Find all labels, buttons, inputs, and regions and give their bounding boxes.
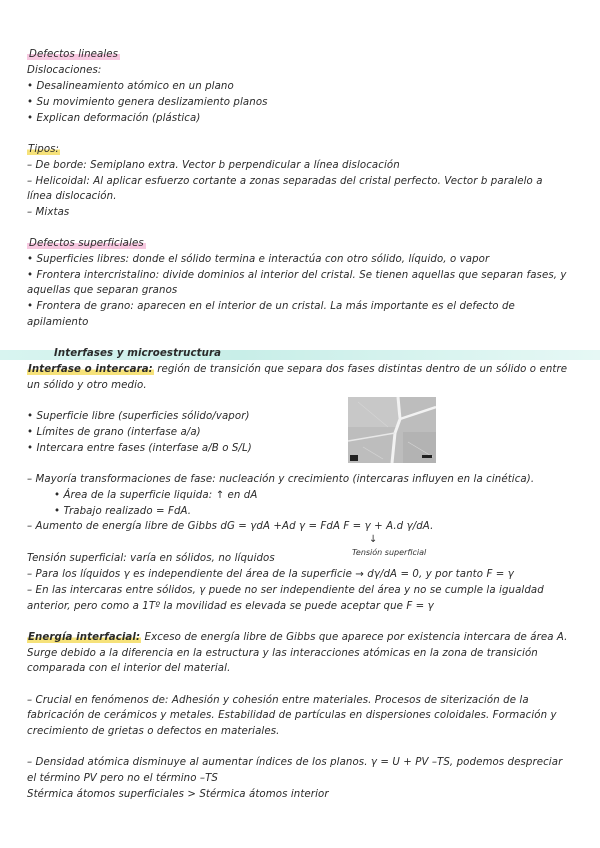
heading-dislocaciones: Dislocaciones: (27, 65, 102, 76)
bullet: • Explican deformación (plástica) (27, 113, 201, 124)
energia-line: comparada con el interior del material. (27, 663, 231, 674)
transform-line: • Área de la superficie liquida: ↑ en dA (54, 490, 258, 501)
tipo-item: línea dislocación. (27, 191, 117, 202)
heading-defectos-superficiales: Defectos superficiales (29, 238, 144, 249)
densidad-line: – Densidad atómica disminuye al aumentar índices de los planos. γ = U + PV –TS, podemos despreciar (27, 757, 563, 768)
interfase-list-item: • Límites de grano (interfase a/a) (27, 427, 201, 438)
tension-line: Tensión superficial: varía en sólidos, no líquidos (27, 553, 275, 564)
crucial-line: crecimiento de grietas o defectos en materiales. (27, 726, 280, 737)
micrograph-illustration (348, 397, 436, 463)
heading-defectos-lineales: Defectos lineales (29, 49, 119, 60)
superficial-line: apilamiento (27, 317, 89, 328)
superficial-line: • Frontera de grano: aparecen en el interior de un cristal. La más importante es el defecto de (27, 301, 515, 312)
transform-line: • Trabajo realizado = FdA. (54, 506, 192, 517)
heading-tipos: Tipos: (28, 144, 60, 155)
interfase-definition-cont: un sólido y otro medio. (27, 380, 147, 391)
term-interfase: Interfase o intercara: (28, 364, 153, 375)
interfase-list-item: • Intercara entre fases (interfase a/B o S/L) (27, 443, 252, 454)
transform-line: – Aumento de energía libre de Gibbs dG = γdA +Ad γ = FdA F = γ + A.d γ/dA. (27, 521, 434, 532)
superficial-line: • Superficies libres: donde el sólido termina e interactúa con otro sólido, líquido, o vapor (27, 254, 490, 265)
superficial-line: aquellas que separan granos (27, 285, 178, 296)
micrograph-image (348, 397, 436, 463)
tipo-item: – Helicoidal: Al aplicar esfuerzo cortante a zonas separadas del cristal perfecto. Vector b paralelo a (27, 176, 543, 187)
energia-definition: Energía interfacial: Exceso de energía libre de Gibbs que aparece por existencia intercara de área A. (28, 632, 568, 643)
interfase-definition: Interfase o intercara: región de transición que separa dos fases distintas dentro de un sólido o entre (28, 364, 568, 375)
crucial-line: – Crucial en fenómenos de: Adhesión y cohesión entre materiales. Procesos de siterización de la (27, 695, 529, 706)
bullet: • Desalineamiento atómico en un plano (27, 81, 234, 92)
tension-line: anterior, pero como a 1Tº la movilidad es elevada se puede aceptar que F = γ (27, 601, 434, 612)
heading-interfases: Interfases y microestructura (54, 348, 222, 359)
crucial-line: fabricación de cerámicos y metales. Estabilidad de partículas en dispersiones coloidales. Formación y (27, 710, 557, 721)
bullet: • Su movimiento genera deslizamiento planos (27, 97, 268, 108)
down-arrow-icon: ↓ (369, 534, 378, 545)
transform-line: – Mayoría transformaciones de fase: nucleación y crecimiento (intercaras influyen en la cinética). (27, 474, 535, 485)
superficial-line: • Frontera intercristalino: divide dominios al interior del cristal. Se tienen aquellas que separan fases, y (27, 270, 567, 281)
tension-line: – Para los líquidos γ es independiente del área de la superficie → dγ/dA = 0, y por tanto F = γ (27, 569, 514, 580)
tension-line: – En las intercaras entre sólidos, γ puede no ser independiente del área y no se cumple la igualdad (27, 585, 544, 596)
interfase-list-item: • Superficie libre (superficies sólido/vapor) (27, 411, 250, 422)
tipo-item: – Mixtas (27, 207, 70, 218)
densidad-line: el término PV pero no el término –TS (27, 773, 218, 784)
tipo-item: – De borde: Semiplano extra. Vector b perpendicular a línea dislocación (27, 160, 400, 171)
term-energia: Energía interfacial: (28, 632, 141, 643)
densidad-line: Stérmica átomos superficiales > Stérmica átomos interior (27, 789, 329, 800)
annotation-tension: Tensión superficial (352, 548, 427, 557)
energia-line: Surge debido a la diferencia en la estructura y las interacciones atómicas en la zona de transición (27, 648, 538, 659)
